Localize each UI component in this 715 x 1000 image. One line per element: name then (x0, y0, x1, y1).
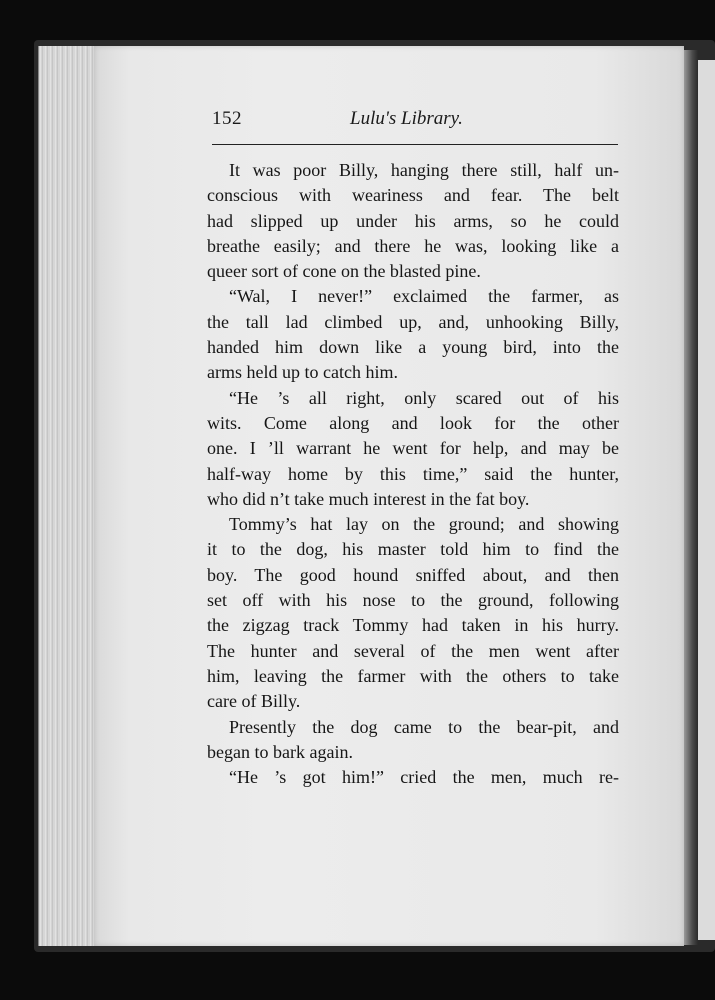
page-stack-edge (38, 46, 99, 946)
text-line: one. I ’ll warrant he went for help, and may be (207, 438, 619, 459)
running-title: Lulu's Library. (350, 108, 463, 129)
text-line: queer sort of cone on the blasted pine. (207, 261, 481, 282)
facing-page-edge (698, 60, 715, 940)
text-line: set off with his nose to the ground, following (207, 590, 619, 611)
book-gutter (684, 50, 698, 945)
text-line: “Wal, I never!” exclaimed the farmer, as (229, 286, 619, 307)
text-line: handed him down like a young bird, into the (207, 337, 619, 358)
text-line: Tommy’s hat lay on the ground; and showing (229, 514, 619, 535)
text-line: half-way home by this time,” said the hunter, (207, 463, 619, 484)
text-line: boy. The good hound sniffed about, and then (207, 564, 619, 585)
text-line: began to bark again. (207, 741, 353, 762)
text-line: wits. Come along and look for the other (207, 412, 619, 433)
text-line: the zigzag track Tommy had taken in his hurry. (207, 615, 619, 636)
text-line: arms held up to catch him. (207, 362, 398, 383)
text-line: The hunter and several of the men went after (207, 640, 619, 661)
page-number: 152 (212, 108, 242, 129)
text-line: breathe easily; and there he was, looking like a (207, 235, 619, 256)
text-line: had slipped up under his arms, so he could (207, 210, 619, 231)
header-rule (212, 144, 618, 145)
text-line: it to the dog, his master told him to find the (207, 539, 619, 560)
text-line: him, leaving the farmer with the others to take (207, 665, 619, 686)
text-line: conscious with weariness and fear. The belt (207, 185, 619, 206)
page-header (212, 108, 618, 138)
text-line: It was poor Billy, hanging there still, half un- (229, 160, 619, 180)
text-line: “He ’s all right, only scared out of his (229, 387, 619, 408)
body-text (207, 158, 619, 790)
text-line: care of Billy. (207, 691, 301, 712)
text-line: “He ’s got him!” cried the men, much re- (229, 767, 619, 788)
text-line: the tall lad climbed up, and, unhooking Billy, (207, 311, 619, 332)
text-line: Presently the dog came to the bear-pit, and (229, 716, 619, 737)
text-line: who did n’t take much interest in the fat boy. (207, 488, 530, 509)
